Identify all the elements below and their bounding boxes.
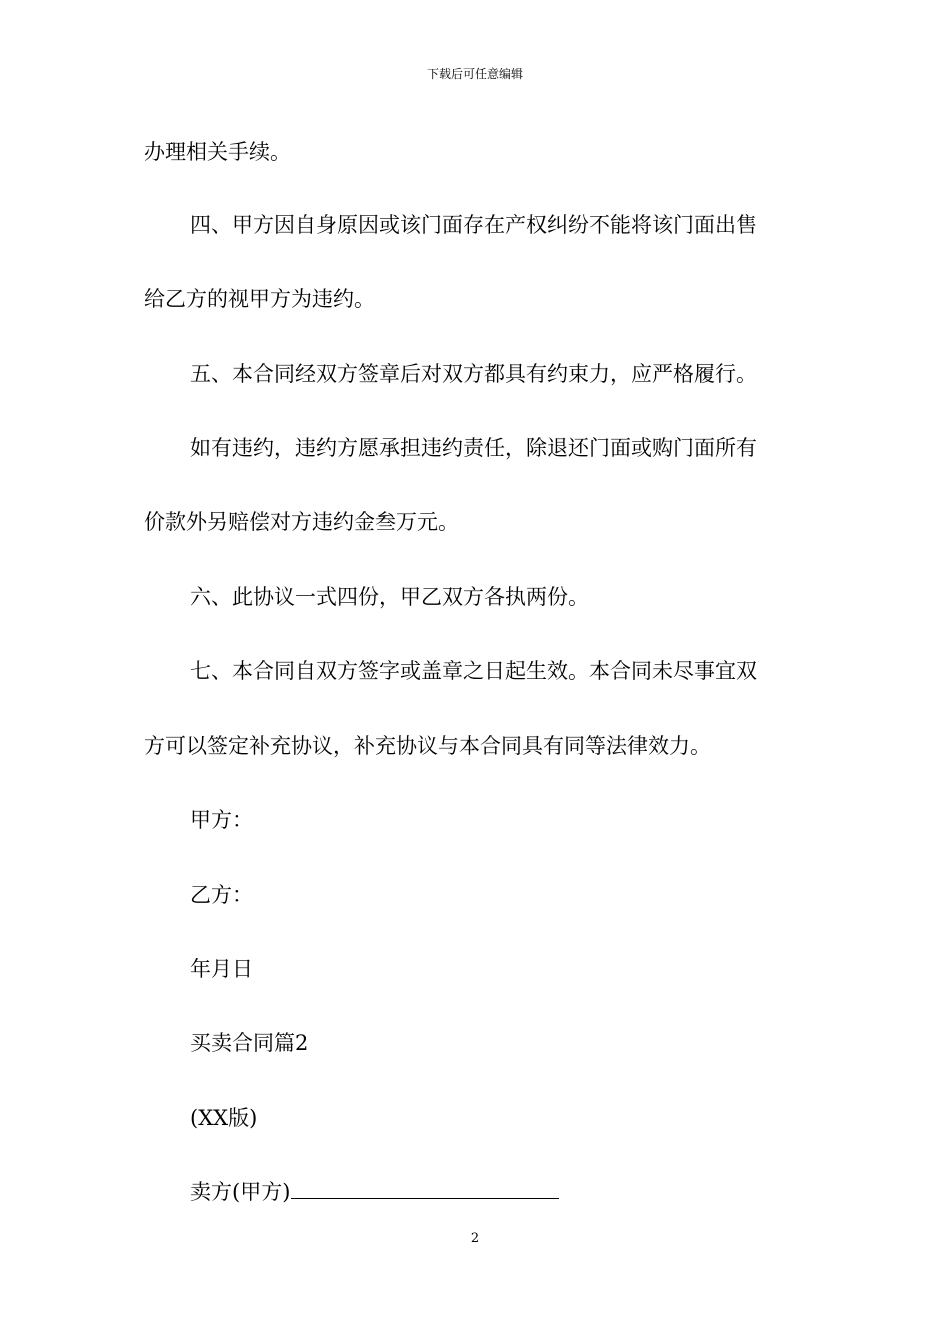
page-number: 2 <box>470 1231 480 1246</box>
page-header: 下载后可任意编辑 <box>426 67 523 81</box>
seller-line <box>190 1178 559 1206</box>
paragraph-line: 如有违约，违约方愿承担违约责任，除退还门面或购门面所有 <box>190 436 757 460</box>
clause-five-line: 五、本合同经双方签章后对双方都具有约束力，应严格履行。 <box>190 362 757 386</box>
seller-blank-underline <box>291 1178 559 1199</box>
clause-six-line: 六、此协议一式四份，甲乙双方各执两份。 <box>190 585 589 609</box>
paragraph-line: 价款外另赔偿对方违约金叁万元。 <box>144 510 459 534</box>
seller-label: 卖方(甲方) <box>190 1180 291 1204</box>
paragraph-line: 方可以签定补充协议，补充协议与本合同具有同等法律效力。 <box>144 734 711 758</box>
clause-four-line: 四、甲方因自身原因或该门面存在产权纠纷不能将该门面出售 <box>190 213 757 237</box>
section-title: 买卖合同篇2 <box>190 1031 309 1055</box>
date-label: 年月日 <box>190 957 253 981</box>
version-label: (XX版) <box>190 1106 258 1130</box>
party-b-label: 乙方： <box>190 883 253 907</box>
paragraph-line: 办理相关手续。 <box>144 140 291 164</box>
paragraph-line: 给乙方的视甲方为违约。 <box>144 287 375 311</box>
clause-seven-line: 七、本合同自双方签字或盖章之日起生效。本合同未尽事宜双 <box>190 659 757 683</box>
party-a-label: 甲方： <box>190 808 253 832</box>
